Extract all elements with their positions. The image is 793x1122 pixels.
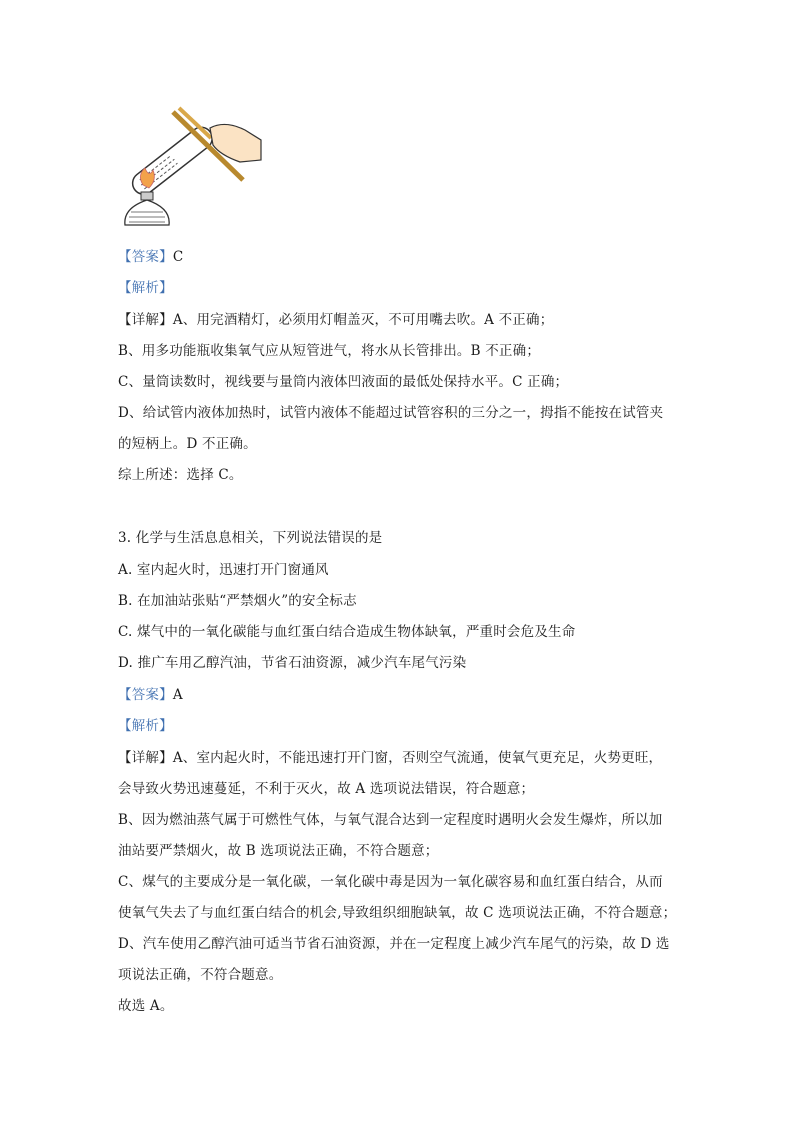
option-c: C. 煤气中的一氧化碳能与血红蛋白结合造成生物体缺氧，严重时会危及生命 <box>118 624 576 640</box>
detail-text: 使氧气失去了与血红蛋白结合的机会,导致组织细胞缺氧，故 C 选项说法正确，不符合题意； <box>118 905 677 921</box>
q3-answer-line <box>118 686 183 704</box>
q2-answer-line <box>118 248 183 266</box>
detail-text: C、煤气的主要成分是一氧化碳，一氧化碳中毒是因为一氧化碳容易和血红蛋白结合，从而 <box>118 874 663 890</box>
detail-text: D、给试管内液体加热时，试管内液体不能超过试管容积的三分之一，拇指不能按在试管夹 <box>118 405 664 421</box>
analysis-label: 【解析】 <box>118 718 173 734</box>
option-a: A. 室内起火时，迅速打开门窗通风 <box>118 562 329 578</box>
detail-label: 【详解】 <box>118 750 173 766</box>
detail-text: B、用多功能瓶收集氧气应从短管进气，将水从长管排出。B 不正确； <box>118 343 541 359</box>
question-text: 3. 化学与生活息息相关，下列说法错误的是 <box>118 530 383 546</box>
detail-text: C、量筒读数时，视线要与量筒内液体凹液面的最低处保持水平。C 正确； <box>118 374 569 390</box>
detail-text: 会导致火势迅速蔓延，不利于灭火，故 A 选项说法错误，符合题意； <box>118 781 535 797</box>
detail-text: A、室内起火时，不能迅速打开门窗，否则空气流通，使氧气更充足，火势更旺， <box>172 750 663 766</box>
detail-text: 油站要严禁烟火，故 B 选项说法正确，不符合题意； <box>118 843 439 859</box>
option-b: B. 在加油站张贴“严禁烟火”的安全标志 <box>118 593 357 609</box>
answer-value: A <box>172 687 183 703</box>
detail-text: 项说法正确，不符合题意。 <box>118 967 283 983</box>
test-tube-heating-illustration <box>115 100 275 235</box>
analysis-label: 【解析】 <box>118 280 173 296</box>
detail-text: D、汽车使用乙醇汽油可适当节省石油资源，并在一定程度上减少汽车尾气的污染，故 D 选 <box>118 936 670 952</box>
summary-text: 综上所述：选择 C。 <box>118 467 243 483</box>
option-d: D. 推广车用乙醇汽油，节省石油资源，减少汽车尾气污染 <box>118 655 467 671</box>
summary-text: 故选 A。 <box>118 998 174 1014</box>
detail-text: 的短柄上。D 不正确。 <box>118 436 257 452</box>
q2-detail-line <box>118 311 553 329</box>
answer-value: C <box>172 249 184 265</box>
q3-detail-line <box>118 749 662 767</box>
answer-label: 【答案】 <box>118 249 173 265</box>
answer-label: 【答案】 <box>118 687 173 703</box>
detail-text: B、因为燃油蒸气属于可燃性气体，与氧气混合达到一定程度时遇明火会发生爆炸，所以加 <box>118 812 663 828</box>
detail-label: 【详解】 <box>118 312 173 328</box>
detail-text: A、用完酒精灯，必须用灯帽盖灭，不可用嘴去吹。A 不正确； <box>172 312 554 328</box>
